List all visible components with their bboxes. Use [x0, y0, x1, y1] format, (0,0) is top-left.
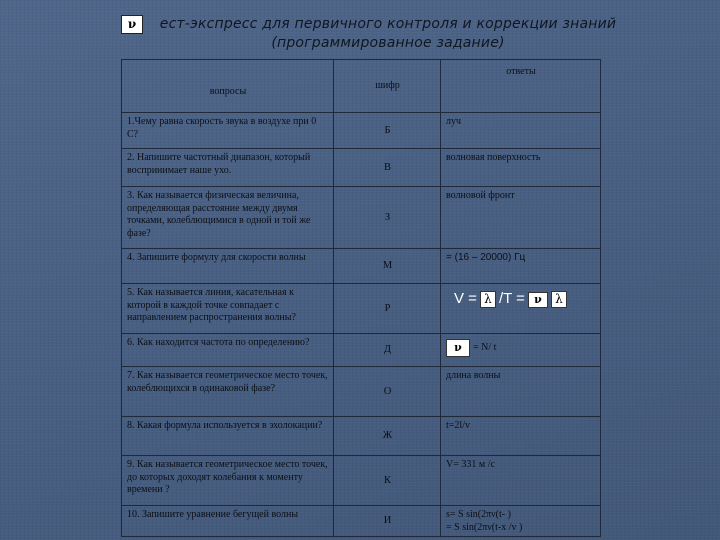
- answer-cell: волновая поверхность: [441, 149, 601, 187]
- code-cell: М: [334, 249, 441, 284]
- wave-equation-line-1: s= S sin(2πν(t- ): [446, 509, 511, 520]
- lambda-icon: λ: [551, 291, 567, 308]
- answer-cell: [441, 334, 601, 367]
- title-line-1: ест-экспресс для первичного контроля и коррекции знаний: [159, 16, 617, 32]
- code-cell: В: [334, 149, 441, 187]
- question-cell: 2. Напишите частотный диапазон, который воспринимает наше ухо.: [122, 149, 334, 187]
- table-row: [122, 284, 601, 334]
- question-cell: 3. Как называется физическая величина, определяющая расстояние между двумя точками, колеблющимися в одной и той же фазе?: [122, 187, 334, 249]
- table-row: [122, 334, 601, 367]
- code-cell: З: [334, 187, 441, 249]
- answer-cell: [441, 284, 601, 334]
- formula-v-equals: V =: [454, 290, 477, 308]
- lambda-icon: λ: [480, 291, 496, 308]
- answer-cell: луч: [441, 113, 601, 149]
- table-row: [122, 149, 601, 187]
- nu-symbol-icon: ν: [121, 15, 143, 34]
- code-cell: Д: [334, 334, 441, 367]
- question-cell: 4. Запишите формулу для скорости волны: [122, 249, 334, 284]
- wave-equation-line-2: = S sin(2πν(t-x /v ): [446, 521, 523, 533]
- code-cell: К: [334, 456, 441, 506]
- answer-cell: длина волны: [441, 367, 601, 417]
- nu-icon: ν: [446, 339, 470, 357]
- nu-icon: ν: [528, 292, 548, 308]
- quiz-table: [121, 59, 601, 537]
- table-row: [122, 456, 601, 506]
- table-row: [122, 367, 601, 417]
- question-cell: 9. Как называется геометрическое место точек, до которых доходят колебания к моменту времени ?: [122, 456, 334, 506]
- table-row: [122, 249, 601, 284]
- table-row: [122, 113, 601, 149]
- answer-cell: [441, 506, 601, 537]
- table-header-row: [122, 60, 601, 113]
- header-questions: вопросы: [122, 60, 334, 113]
- frequency-formula: [446, 337, 596, 357]
- code-cell: И: [334, 506, 441, 537]
- page-title: [118, 15, 658, 53]
- code-cell: Р: [334, 284, 441, 334]
- answer-cell: t=2l/v: [441, 417, 601, 456]
- code-cell: О: [334, 367, 441, 417]
- question-cell: 5. Как называется линия, касательная к которой в каждой точке совпадает с направлением распространения волны?: [122, 284, 334, 334]
- answer-cell: = (16 – 20000) Гц: [441, 249, 601, 284]
- table-row: [122, 187, 601, 249]
- answer-cell: V= 331 м /с: [441, 456, 601, 506]
- question-cell: 6. Как находится частота по определению?: [122, 334, 334, 367]
- question-cell: 10. Запишите уравнение бегущей волны: [122, 506, 334, 537]
- header-answers: ответы: [441, 60, 601, 113]
- question-cell: 7. Как называется геометрическое место точек, колеблющихся в одинаковой фазе?: [122, 367, 334, 417]
- header-code: шифр: [334, 60, 441, 113]
- frequency-rest: = N/ t: [473, 341, 497, 353]
- question-cell: 1.Чему равна скорость звука в воздухе при 0 С?: [122, 113, 334, 149]
- question-cell: 8. Какая формула используется в эхолокации?: [122, 417, 334, 456]
- answer-cell: волновой фронт: [441, 187, 601, 249]
- code-cell: Ж: [334, 417, 441, 456]
- title-line-2: (программированное задание): [271, 35, 505, 51]
- code-cell: Б: [334, 113, 441, 149]
- formula-slash-t: /T =: [498, 290, 525, 308]
- wave-speed-formula: [446, 287, 596, 308]
- table-row: [122, 417, 601, 456]
- table-row: [122, 506, 601, 537]
